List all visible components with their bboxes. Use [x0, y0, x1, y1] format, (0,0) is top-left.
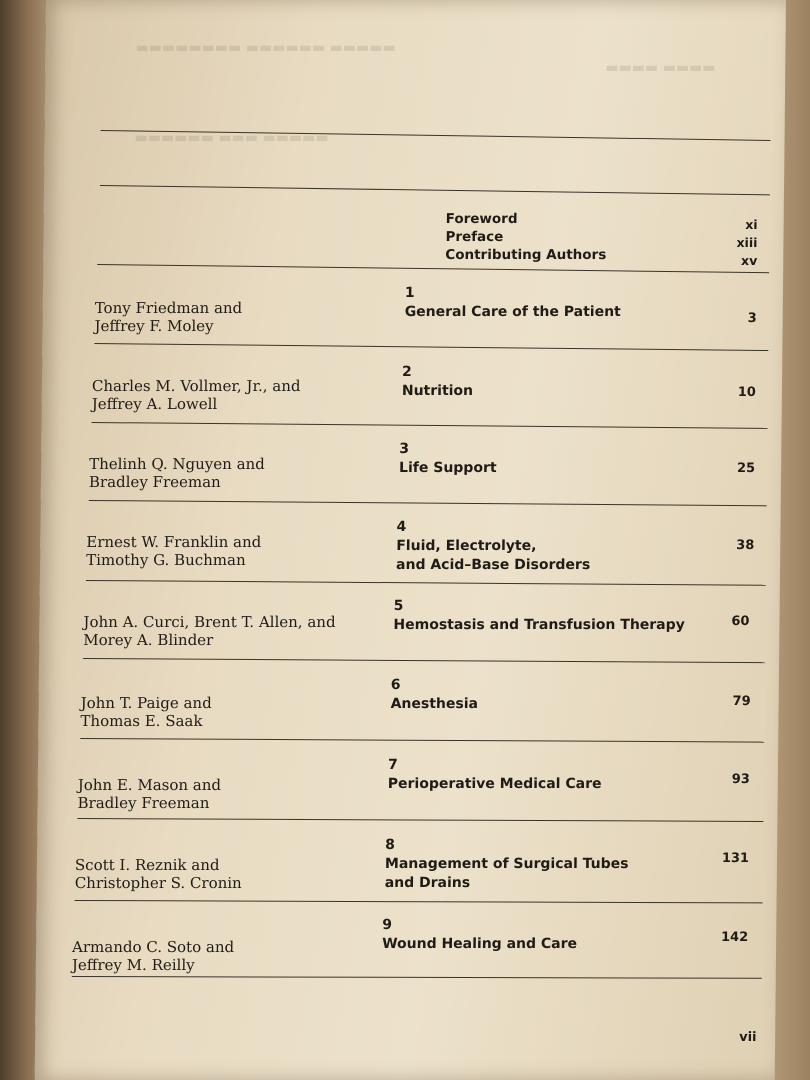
chapter-page-number: 131 — [721, 851, 750, 866]
front-matter-list — [445, 210, 758, 268]
chapter-number: 9 — [382, 917, 393, 933]
front-matter-foreword — [445, 210, 758, 232]
chapter-authors: Scott I. Reznik and Christopher S. Cronin — [74, 856, 242, 892]
front-matter-label: Contributing Authors — [445, 247, 607, 263]
divider-rule — [92, 422, 768, 429]
chapter-page-number: 79 — [732, 694, 751, 709]
divider-rule — [77, 818, 763, 822]
front-matter-preface — [445, 228, 758, 250]
chapter-authors: John T. Paige and Thomas E. Saak — [80, 694, 212, 730]
chapter-heading — [388, 756, 708, 794]
chapter-heading — [396, 518, 717, 575]
front-matter-page: xiii — [736, 235, 758, 250]
chapter-number: 4 — [396, 519, 407, 535]
chapter-title: General Care of the Patient — [404, 304, 621, 320]
divider-rule — [97, 264, 769, 273]
chapter-authors: Tony Friedman and Jeffrey F. Moley — [94, 299, 243, 335]
divider-rule — [72, 976, 762, 979]
divider-rule — [94, 343, 768, 351]
chapter-number: 7 — [387, 757, 398, 773]
chapter-authors: Charles M. Vollmer, Jr., and Jeffrey A. Lowell — [91, 377, 301, 413]
chapter-title: Hemostasis and Transfusion Therapy — [393, 617, 685, 633]
chapter-title: Perioperative Medical Care — [387, 776, 602, 792]
chapter-heading — [405, 284, 725, 322]
chapter-page-number: 25 — [736, 461, 756, 476]
divider-rule — [80, 738, 764, 743]
chapter-heading — [402, 363, 722, 401]
divider-rule — [83, 658, 765, 663]
chapter-title: Management of Surgical Tubes and Drains — [384, 856, 629, 891]
chapter-heading — [393, 597, 713, 635]
chapter-authors: John E. Mason and Bradley Freeman — [77, 776, 222, 812]
chapter-page-number: 3 — [747, 311, 757, 326]
chapter-number: 2 — [402, 364, 412, 380]
chapter-number: 3 — [399, 441, 410, 457]
show-through-text: ▬▬▬▬▬ ▬▬▬▬▬▬ ▬▬▬▬▬▬▬▬ — [135, 40, 396, 56]
chapter-page-number: 38 — [736, 538, 755, 553]
front-matter-label: Preface — [445, 229, 504, 245]
divider-rule — [100, 185, 770, 195]
show-through-text: ▬▬▬▬▬ ▬▬▬ ▬▬▬▬▬▬ — [134, 130, 329, 146]
chapter-title: Wound Healing and Care — [382, 936, 578, 952]
front-matter-label: Foreword — [445, 211, 518, 227]
chapter-heading — [385, 836, 706, 893]
chapter-heading — [382, 916, 702, 954]
front-matter-contributing-authors — [445, 246, 758, 268]
front-matter-page: xv — [740, 253, 758, 268]
book-page — [35, 0, 786, 1080]
chapter-number: 6 — [390, 677, 401, 693]
show-through-text: ▬▬▬▬ ▬▬▬▬ — [605, 60, 716, 76]
chapter-page-number: 93 — [731, 772, 750, 787]
divider-rule — [86, 580, 766, 586]
chapter-authors: John A. Curci, Brent T. Allen, and Morey A. Blinder — [83, 613, 336, 649]
chapter-page-number: 60 — [731, 614, 750, 629]
chapter-title: Fluid, Electrolyte, and Acid–Base Disorders — [395, 538, 591, 573]
chapter-authors: Armando C. Soto and Jeffrey M. Reilly — [71, 938, 235, 974]
divider-rule — [89, 500, 767, 506]
chapter-page-number: 142 — [720, 930, 749, 945]
chapter-title: Nutrition — [401, 383, 474, 399]
chapter-authors: Ernest W. Franklin and Timothy G. Buchman — [86, 533, 262, 569]
chapter-page-number: 10 — [737, 385, 756, 400]
chapter-number: 1 — [404, 285, 415, 301]
chapter-heading — [399, 440, 719, 478]
front-matter-page: xi — [745, 217, 758, 232]
chapter-title: Life Support — [399, 460, 497, 476]
divider-rule — [75, 900, 763, 903]
page-folio: vii — [739, 1030, 757, 1045]
chapter-heading — [391, 676, 711, 714]
chapter-number: 5 — [393, 598, 404, 614]
chapter-number: 8 — [385, 837, 395, 853]
chapter-title: Anesthesia — [390, 696, 479, 712]
chapter-authors: Thelinh Q. Nguyen and Bradley Freeman — [88, 455, 265, 491]
